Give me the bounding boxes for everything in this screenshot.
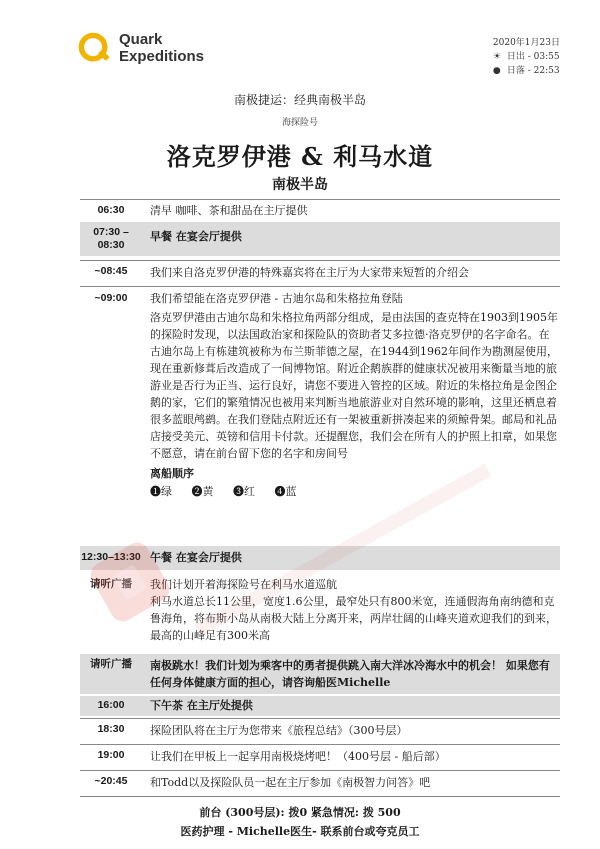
schedule-row [80, 222, 560, 256]
footer-contacts: 前台 (300号层): 拨0 紧急情况: 拨 500 [199, 806, 401, 819]
landing-description: 洛克罗伊港由古迪尔岛和朱格拉角两部分组成，是由法国的查克特在1903到1905年的探险时发现，以法国政治家和探险队的资助者艾多拉德·洛克罗伊的名字命名。在古迪尔岛上有栋建筑被称为布兰斯菲德之屋，在1944到1962年间作为勘测屋使用，现在重新修葺后改造成了一间博物馆。附近企鹅族群的健康状况被用来衡量当地的旅游业是否行为正当、运行良好，请您不要进入管控的区域。附近的朱格拉角是金图企鹅的家，它们的繁殖情况也被用来判断当地旅游业对自然环境的影响，这里还栖息着很多蓝眼鸬鹚。在我们登陆点附近还有一架被重新拼凑起来的须鲸骨架。邮局和礼品店接受美元、英镑和信用卡付款。还提醒您，我们会在所有人的护照上扣章，如果您不愿意，请在前台留下您的名字和房间号 [150, 311, 558, 460]
sunset-icon: ● [492, 66, 501, 76]
disembark-order-label: 离船顺序 [150, 467, 194, 480]
divider [80, 796, 560, 797]
sunset-time: 日落 - 22:53 [506, 66, 560, 76]
row-time: 12:30–13:30 [81, 551, 141, 563]
divider [80, 770, 560, 771]
divider [80, 286, 560, 287]
row-text: 南极跳水！我们计划为乘客中的勇者提供跳入南大洋冰冷海水中的机会！ 如果您有任何身体健康方面的担心，请咨询船医Michelle [150, 659, 550, 689]
row-time: 请听广播 [90, 658, 132, 670]
quark-logo [76, 30, 204, 66]
schedule-row [80, 262, 560, 284]
schedule-row [80, 546, 560, 570]
trip-subtitle: 南极捷运：经典南极半岛 [233, 93, 366, 107]
date-meta [493, 36, 560, 78]
row-text: 早餐 在宴会厅提供 [150, 230, 242, 243]
landing-heading: 我们希望能在洛克罗伊港 - 古迪尔岛和朱格拉角登陆 [150, 292, 403, 305]
row-content [150, 576, 560, 644]
row-time: ~20:45 [94, 775, 128, 787]
row-time: 请听广播 [90, 578, 132, 590]
schedule-row [80, 696, 560, 716]
cruise-heading: 我们计划开着海探险号在利马水道巡航 [150, 578, 337, 591]
date: 2020年1月23日 [492, 38, 560, 48]
schedule-row [80, 201, 560, 221]
row-text: 清早 咖啡、茶和甜品在主厅提供 [150, 204, 308, 217]
logo-wordmark [119, 31, 204, 65]
ship-name: 海探险号 [281, 118, 318, 128]
row-time: 06:30 [97, 204, 125, 216]
row-text: 和Todd以及探险队员一起在主厅参加《南极智力问答》吧 [150, 776, 431, 789]
row-text: 午餐 在宴会厅提供 [150, 551, 242, 564]
order-group-3: ❸红 [233, 485, 255, 498]
row-time: ~09:00 [94, 292, 128, 304]
divider [80, 199, 560, 200]
cruise-description: 利马水道总长11公里，宽度1.6公里，最窄处只有800米宽，连通假海角南纳德和克鲁海角，将布斯小岛从南极大陆上分离开来，两岸壮阔的山峰夹道欢迎我们的到来，最高的山峰足有300米高 [150, 595, 557, 642]
row-time: 18:30 [97, 723, 125, 735]
page-title: 洛克罗伊港 & 利马水道 [166, 142, 434, 171]
row-time: ~08:45 [94, 265, 128, 277]
divider [80, 260, 560, 261]
schedule-row [80, 746, 560, 768]
logo-line1: Quark [119, 31, 163, 48]
footer-medical: 医药护理 - Michelle医生- 联系前台或夸克员工 [180, 825, 420, 838]
row-text: 探险团队将在主厅为您带来《旅程总结》（300号层） [150, 724, 408, 737]
time-start: 07:30 – [93, 226, 129, 238]
order-group-1: ❶绿 [150, 485, 172, 498]
row-content [150, 290, 560, 500]
schedule-row [80, 720, 560, 742]
quark-logo-icon [76, 30, 112, 66]
schedule-row [80, 654, 560, 694]
sunrise-time: 日出 - 03:55 [506, 52, 560, 62]
row-text: 我们来自洛克罗伊港的特殊嘉宾将在主厅为大家带来短暂的介绍会 [150, 266, 469, 279]
order-group-2: ❷黄 [191, 485, 214, 498]
row-text: 让我们在甲板上一起享用南极烧烤吧！（400号层 - 船后部） [150, 750, 446, 763]
order-group-4: ❹蓝 [274, 485, 297, 498]
row-text: 下午茶 在主厅处提供 [150, 699, 253, 712]
row-time [80, 226, 142, 252]
schedule-row [80, 574, 560, 650]
divider [80, 718, 560, 719]
sunrise-icon: ☀ [492, 52, 501, 62]
row-time: 16:00 [97, 699, 125, 711]
time-end: 08:30 [97, 239, 125, 251]
schedule-row [80, 772, 560, 794]
divider [80, 744, 560, 745]
region-title: 南极半岛 [272, 177, 328, 193]
schedule-row [80, 288, 560, 542]
logo-line2: Expeditions [119, 48, 205, 65]
row-time: 19:00 [97, 749, 125, 761]
disembark-order [150, 483, 560, 500]
